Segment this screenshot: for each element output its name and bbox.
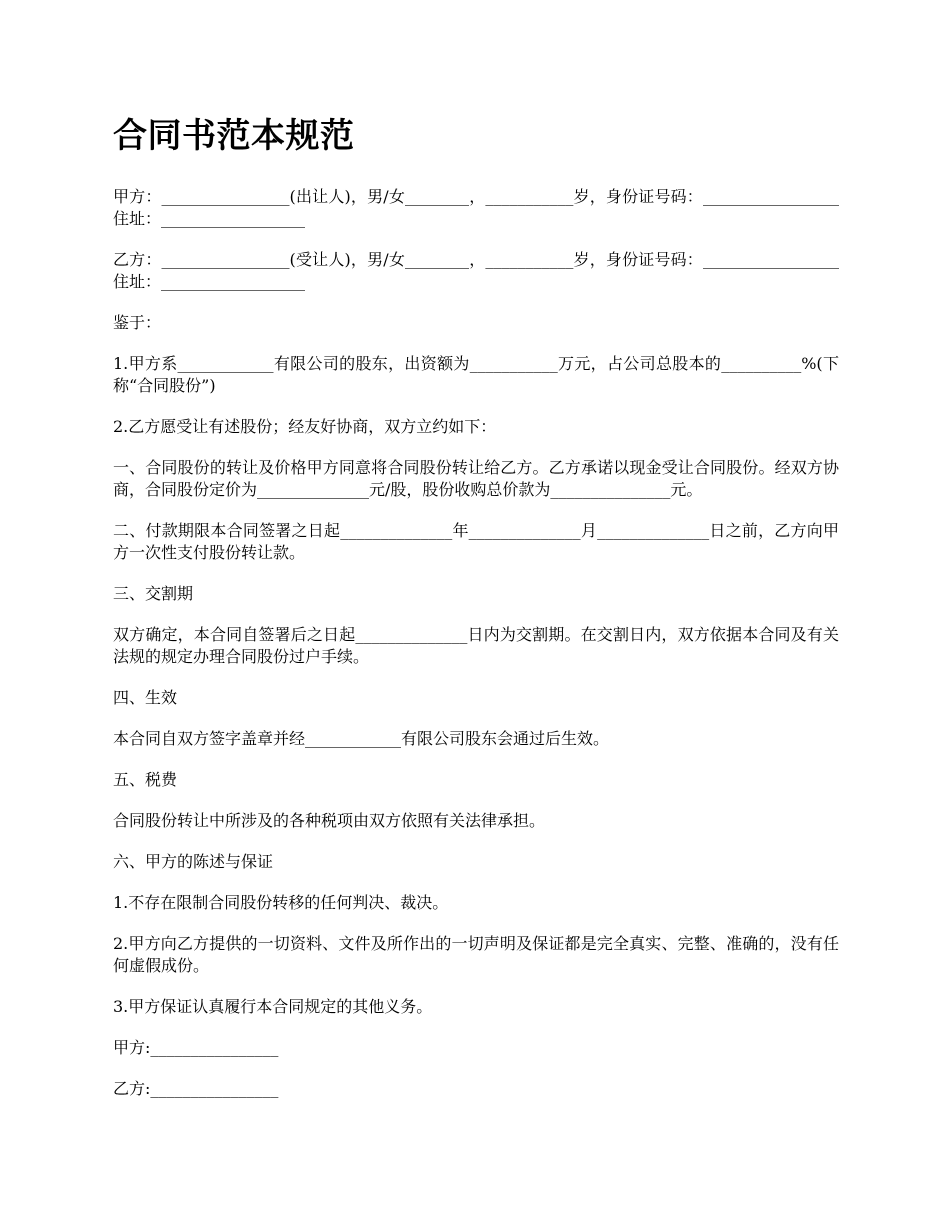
document-title: 合同书范本规范 [113,116,355,156]
party-b-info: 乙方：________________(受让人)，男/女________，___________岁，身份证号码：_________________住址：__________________ [113,250,839,291]
section-6-item-3: 3.甲方保证认真履行本合同规定的其他义务。 [113,997,433,1016]
document-page [113,108,839,1119]
party-a-info: 甲方：________________(出让人)，男/女________，___________岁，身份证号码：_________________住址：__________________ [113,187,839,228]
section-5-body: 合同股份转让中所涉及的各种税项由双方依照有关法律承担。 [113,811,546,830]
section-3-body: 双方确定，本合同自签署后之日起______________日内为交割期。在交割日内，双方依据本合同及有关法规的规定办理合同股份过户手续。 [113,625,839,666]
whereas-clause-2: 2.乙方愿受让有述股份；经友好协商，双方立约如下： [113,417,497,436]
section-6-heading: 六、甲方的陈述与保证 [113,852,274,871]
section-4-body: 本合同自双方签字盖章并经____________有限公司股东会通过后生效。 [113,729,610,748]
section-6-item-1: 1.不存在限制合同股份转移的任何判决、裁决。 [113,893,449,912]
section-1-transfer-price: 一、合同股份的转让及价格甲方同意将合同股份转让给乙方。乙方承诺以现金受让合同股份。经双方协商，合同股份定价为______________元/股，股份收购总价款为_______________元。 [113,458,839,499]
section-3-heading: 三、交割期 [113,584,194,603]
section-5-heading: 五、税费 [113,770,178,789]
party-a-signature-line: 甲方:________________ [113,1038,279,1057]
section-2-payment-term: 二、付款期限本合同签署之日起______________年______________月______________日之前，乙方向甲方一次性支付股份转让款。 [113,521,839,562]
whereas-clause-1: 1.甲方系____________有限公司的股东，出资额为___________万元，占公司总股本的__________%(下称“合同股份”) [113,354,839,395]
whereas-heading: 鉴于： [113,313,162,332]
section-4-heading: 四、生效 [113,688,178,707]
party-b-signature-line: 乙方:________________ [113,1079,279,1098]
section-6-item-2: 2.甲方向乙方提供的一切资料、文件及所作出的一切声明及保证都是完全真实、完整、准确的，没有任何虚假成份。 [113,934,839,975]
